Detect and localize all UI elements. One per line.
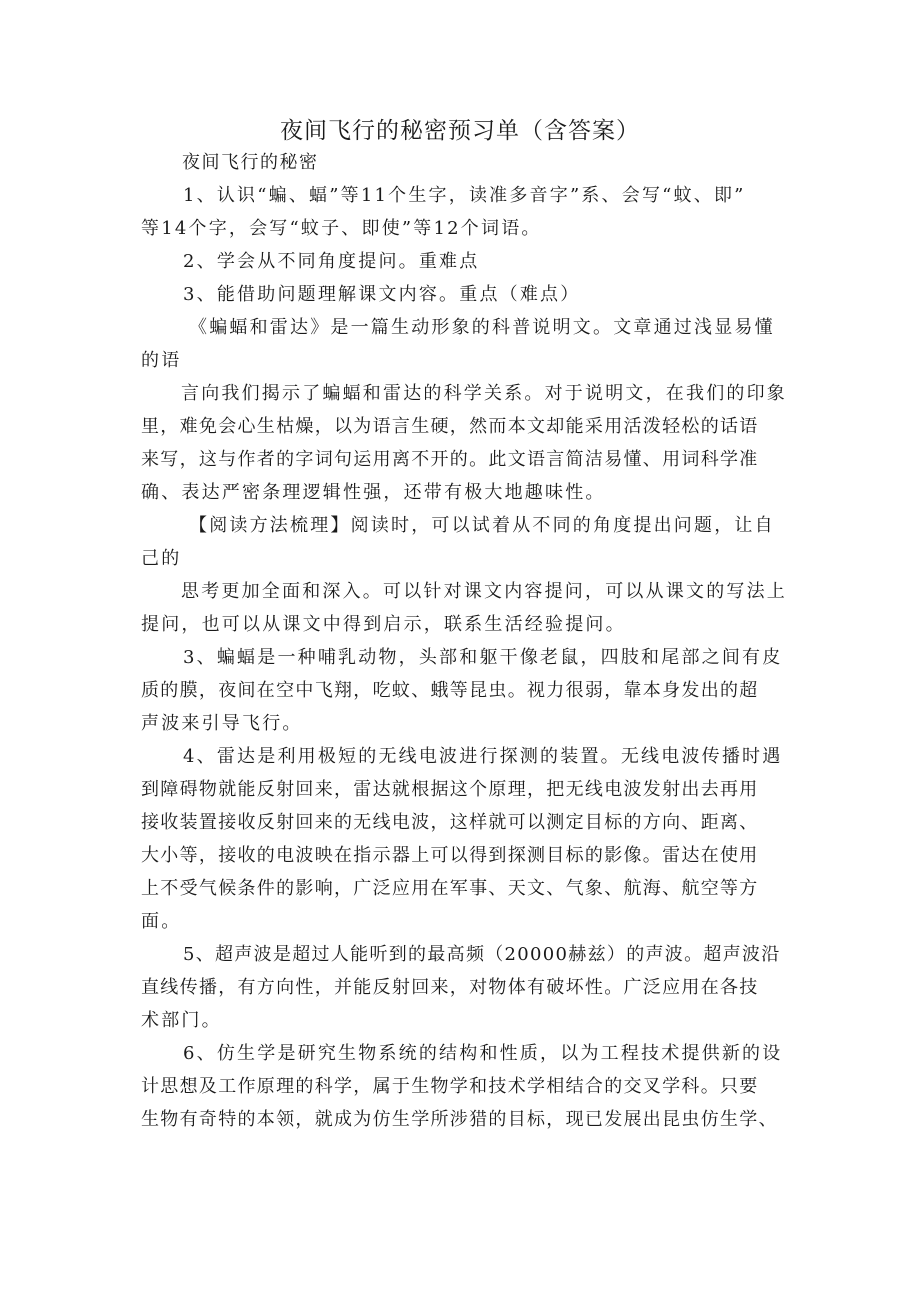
text-line: 的语: [141, 350, 182, 371]
text-line: 5、超声波是超过人能听到的最高频（20000赫兹）的声波。超声波沿: [183, 944, 781, 965]
text-line: 言向我们揭示了蝙蝠和雷达的科学关系。对于说明文，在我们的印象: [181, 383, 787, 404]
text-line: 面。: [141, 911, 182, 932]
text-line: 3、能借助问题理解课文内容。重点（难点）: [183, 284, 581, 305]
text-line: 1、认识“蝙、蝠”等11个生字，读准多音字”系、会写“蚊、即”: [183, 185, 746, 206]
text-line: 生物有奇特的本领，就成为仿生学所涉猎的目标，现已发展出昆虫仿生学、: [141, 1109, 778, 1130]
text-line: 确、表达严密条理逻辑性强，还带有极大地趣味性。: [141, 482, 606, 503]
text-line: 声波来引导飞行。: [141, 713, 303, 734]
text-line: 大小等，接收的电波映在指示器上可以得到探测目标的影像。雷达在使用: [141, 845, 759, 866]
text-line: 接收装置接收反射回来的无线电波，这样就可以测定目标的方向、距离、: [141, 812, 759, 833]
text-line: 思考更加全面和深入。可以针对课文内容提问，可以从课文的写法上: [181, 581, 787, 602]
text-line: 等14个字，会写“蚊子、即使”等12个词语。: [141, 218, 542, 239]
text-line: 提问，也可以从课文中得到启示，联系生活经验提问。: [141, 614, 626, 635]
text-line: 质的膜，夜间在空中飞翔，吃蚊、蛾等昆虫。视力很弱，靠本身发出的超: [141, 680, 759, 701]
text-line: 计思想及工作原理的科学，属于生物学和技术学相结合的交叉学科。只要: [141, 1076, 759, 1097]
document-title: 夜间飞行的秘密预习单（含答案）: [280, 118, 640, 144]
text-line: 《蝙蝠和雷达》是一篇生动形象的科普说明文。文章通过浅显易懂: [189, 317, 775, 338]
text-line: 夜间飞行的秘密: [182, 152, 319, 173]
text-line: 直线传播，有方向性，并能反射回来，对物体有破坏性。广泛应用在各技: [141, 977, 759, 998]
text-line: 来写，这与作者的字词句运用离不开的。此文语言简洁易懂、用词科学准: [141, 449, 759, 470]
text-line: 4、雷达是利用极短的无线电波进行探测的装置。无线电波传播时遇: [183, 746, 783, 767]
text-line: 己的: [141, 548, 182, 569]
text-line: 到障碍物就能反射回来，雷达就根据这个原理，把无线电波发射出去再用: [141, 779, 759, 800]
text-line: 6、仿生学是研究生物系统的结构和性质，以为工程技术提供新的设: [183, 1043, 783, 1064]
text-line: 里，难免会心生枯燥，以为语言生硬，然而本文却能采用活泼轻松的话语: [141, 416, 759, 437]
document-body: [141, 146, 796, 1136]
text-line: 上不受气候条件的影响，广泛应用在军事、天文、气象、航海、航空等方: [141, 878, 759, 899]
text-line: 2、学会从不同角度提问。重难点: [183, 251, 480, 272]
text-line: 术部门。: [141, 1010, 222, 1031]
text-line: 3、蝙蝠是一种哺乳动物，头部和躯干像老鼠，四肢和尾部之间有皮: [183, 647, 783, 668]
text-line: 【阅读方法梳理】阅读时，可以试着从不同的角度提出问题，让自: [189, 515, 775, 536]
